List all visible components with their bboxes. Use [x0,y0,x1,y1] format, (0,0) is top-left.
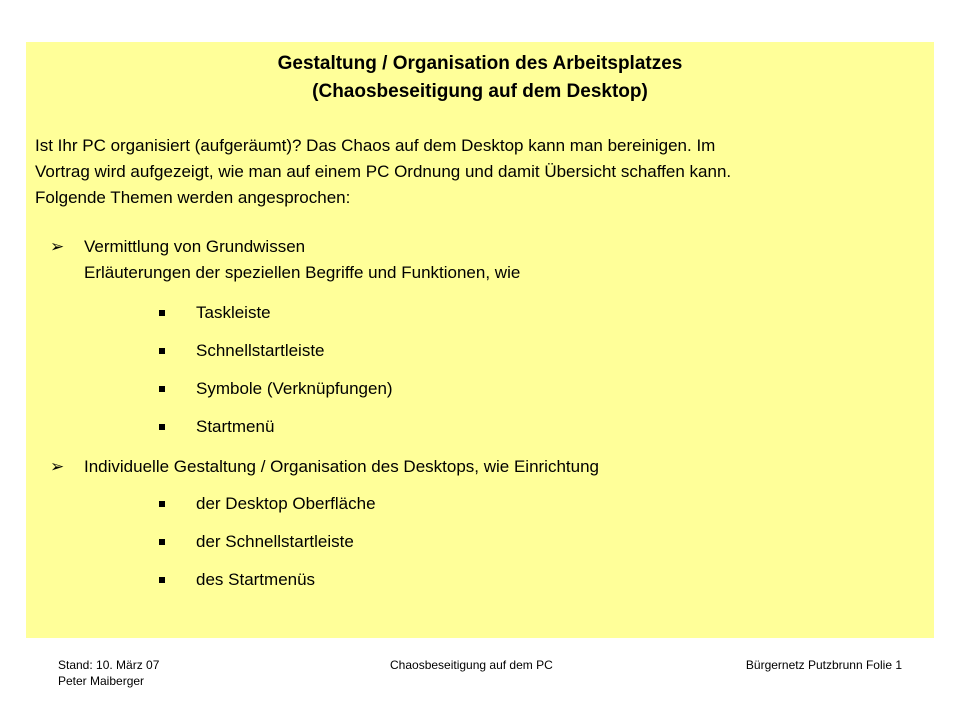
square-bullet-icon [159,539,165,545]
footer-date: Stand: 10. März 07 [58,658,160,672]
title-line-1: Gestaltung / Organisation des Arbeitsplatzes [277,53,683,74]
intro-line-2: Vortrag wird aufgezeigt, wie man auf einem PC Ordnung und damit Übersicht schaffen kann. [35,162,732,181]
section1-item-startmenue: Startmenü [196,417,275,436]
footer-author: Peter Maiberger [58,674,145,688]
section1-item-symbole: Symbole (Verknüpfungen) [196,379,393,398]
arrow-bullet-icon: ➢ [50,237,65,256]
square-bullet-icon [159,424,165,430]
section2-item-startmenues: des Startmenüs [196,570,316,589]
square-bullet-icon [159,386,165,392]
content-panel [26,42,934,638]
section1-subheading: Erläuterungen der speziellen Begriffe und Funktionen, wie [84,263,521,282]
section2-item-desktop-oberflaeche: der Desktop Oberfläche [196,494,376,513]
square-bullet-icon [159,501,165,507]
slide-title [26,50,934,106]
intro-line-1: Ist Ihr PC organisiert (aufgeräumt)? Das Chaos auf dem Desktop kann man bereinigen. Im [35,136,716,155]
intro-line-3: Folgende Themen werden angesprochen: [35,188,351,207]
section2-heading: Individuelle Gestaltung / Organisation des Desktops, wie Einrichtung [84,457,600,476]
square-bullet-icon [159,577,165,583]
intro-paragraph [35,133,925,211]
square-bullet-icon [159,310,165,316]
arrow-bullet-icon: ➢ [50,457,65,476]
section1-item-schnellstartleiste: Schnellstartleiste [196,341,325,360]
title-line-2: (Chaosbeseitigung auf dem Desktop) [312,81,648,102]
section1-item-taskleiste: Taskleiste [196,303,271,322]
footer-left [58,657,159,689]
footer-slide-number: Bürgernetz Putzbrunn Folie 1 [745,658,902,672]
square-bullet-icon [159,348,165,354]
section2-item-schnellstartleiste: der Schnellstartleiste [196,532,354,551]
footer-topic: Chaosbeseitigung auf dem PC [390,658,553,672]
section1-heading: Vermittlung von Grundwissen [84,237,306,256]
